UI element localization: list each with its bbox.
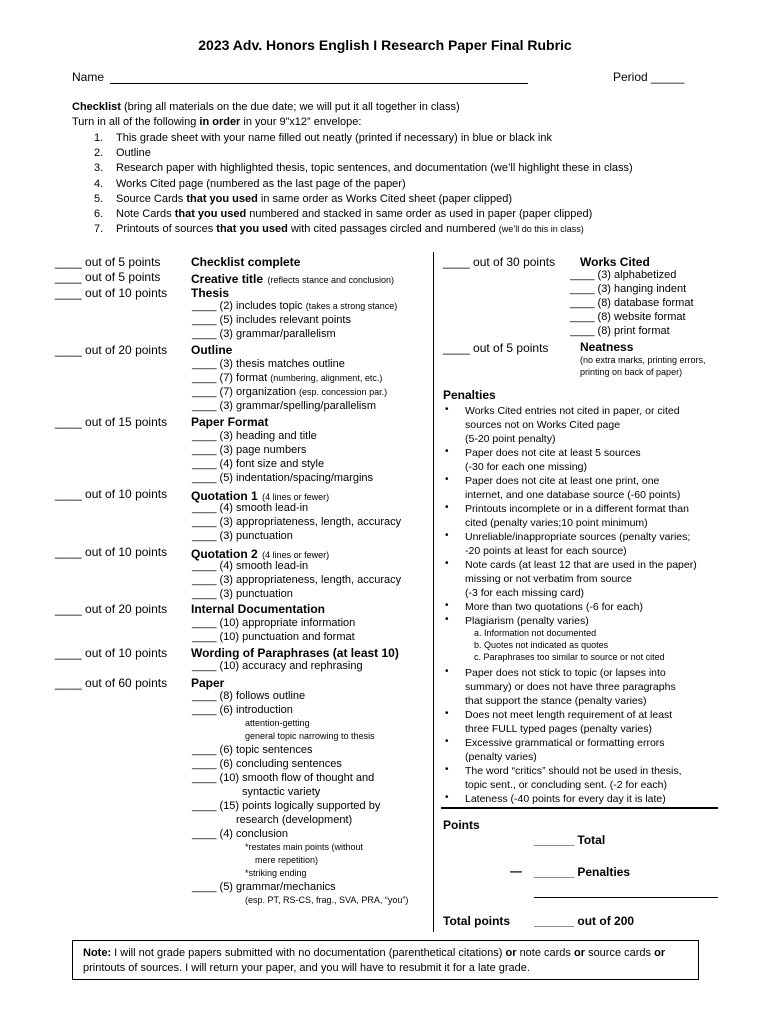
item-num: 5. bbox=[94, 192, 104, 205]
turn-in-bold: in order bbox=[199, 116, 241, 128]
item-text: Note Cards bbox=[116, 208, 172, 221]
sub-item[interactable]: ____ (15) points logically supported by bbox=[192, 800, 381, 812]
item-num: 3. bbox=[94, 162, 104, 175]
item-text-post: in same order as Works Cited sheet (paper clipped) bbox=[260, 192, 512, 205]
note-text: source cards bbox=[588, 947, 652, 959]
bullet: • bbox=[445, 502, 449, 513]
points-paper-format[interactable]: ____ out of 15 points bbox=[55, 415, 168, 429]
checklist-item bbox=[94, 207, 633, 222]
note-text: I will not grade papers submitted with no documentation (parenthetical citations) bbox=[114, 947, 503, 959]
item-text: Source Cards bbox=[116, 192, 184, 205]
sub-detail: *restates main points (without bbox=[245, 842, 364, 852]
penalty-item bbox=[465, 558, 735, 601]
points-outline[interactable]: ____ out of 20 points bbox=[55, 343, 168, 357]
section-title: Checklist complete bbox=[191, 255, 301, 269]
sub-detail: mere repetition) bbox=[255, 855, 319, 865]
item-num: 4. bbox=[94, 177, 104, 190]
note-box bbox=[72, 940, 699, 980]
name-field[interactable] bbox=[110, 83, 528, 84]
total-points-label: Total points bbox=[443, 914, 511, 928]
bullet: • bbox=[445, 792, 449, 803]
penalty-item bbox=[465, 404, 735, 447]
turn-in-pre: Turn in all of the following bbox=[72, 116, 197, 128]
checklist-items bbox=[94, 131, 633, 237]
penalty-line: cited (penalty varies;10 point minimum) bbox=[465, 517, 648, 530]
penalties-heading: Penalties bbox=[443, 388, 496, 402]
sub-item[interactable] bbox=[192, 386, 387, 398]
item-num: 6. bbox=[94, 208, 104, 221]
points-quotation-1[interactable]: ____ out of 10 points bbox=[55, 487, 168, 501]
sub-item[interactable]: ____ (3) appropriateness, length, accuracy bbox=[192, 574, 402, 586]
item-text: This grade sheet with your name filled out neatly (printed if necessary) in blue or black ink bbox=[116, 132, 552, 144]
bullet: • bbox=[445, 736, 449, 747]
note-or: or bbox=[654, 947, 666, 959]
points-heading: Points bbox=[443, 818, 480, 832]
checklist-item bbox=[94, 177, 633, 192]
points-quotation-2[interactable]: ____ out of 10 points bbox=[55, 545, 168, 559]
penalty-line: (5-20 point penalty) bbox=[465, 433, 556, 446]
penalty-line: internet, and one database source (-60 points) bbox=[465, 489, 681, 502]
sub-item[interactable]: ____ (10) punctuation and format bbox=[192, 631, 355, 643]
penalty-item bbox=[465, 600, 735, 614]
item-small: (we’ll do this in class) bbox=[498, 224, 584, 235]
item-text-post: numbered and stacked in same order as used in paper (paper clipped) bbox=[249, 208, 593, 221]
sub-item[interactable] bbox=[192, 300, 397, 312]
checklist-item bbox=[94, 222, 633, 237]
points-works-cited[interactable]: ____ out of 30 points bbox=[443, 255, 556, 269]
item-text: Research paper with highlighted thesis, topic sentences, and documentation (we’ll highlight these in class) bbox=[116, 162, 633, 175]
sub-item[interactable]: ____ (5) grammar/mechanics bbox=[192, 881, 336, 893]
section-title: Neatness bbox=[580, 340, 634, 354]
points-neatness[interactable]: ____ out of 5 points bbox=[443, 341, 549, 355]
penalty-line: three FULL typed pages (penalty varies) bbox=[465, 723, 652, 736]
sub-item[interactable]: ____ (3) heading and title bbox=[192, 430, 317, 442]
bullet: • bbox=[445, 614, 449, 625]
section-title: Quotation 2 bbox=[191, 547, 258, 561]
checklist-heading: Checklist bbox=[72, 101, 121, 113]
note-label: Note: bbox=[83, 947, 112, 959]
section-note: (4 lines or fewer) bbox=[262, 492, 330, 502]
sub-item[interactable]: ____ (5) includes relevant points bbox=[192, 314, 351, 326]
penalty-line: Printouts incomplete or in a different format than bbox=[465, 503, 689, 515]
plagiarism-sub: b. Quotes not indicated as quotes bbox=[474, 640, 609, 650]
checklist-item bbox=[94, 192, 633, 207]
checklist-heading-note: (bring all materials on the due date; we will put it all together in class) bbox=[123, 101, 460, 113]
bullet: • bbox=[445, 474, 449, 485]
penalty-item bbox=[465, 446, 735, 474]
points-checklist[interactable]: ____ out of 5 points bbox=[55, 255, 161, 269]
neatness-note: (no extra marks, printing errors, bbox=[580, 355, 706, 365]
sub-item[interactable]: ____ (8) database format bbox=[570, 297, 694, 309]
bullet: • bbox=[445, 446, 449, 457]
sub-item[interactable]: ____ (3) punctuation bbox=[192, 530, 293, 542]
section-title: Internal Documentation bbox=[191, 602, 326, 616]
section-title: Outline bbox=[191, 343, 233, 357]
penalty-line: Plagiarism (penalty varies) bbox=[465, 615, 589, 627]
sub-item[interactable]: ____ (3) grammar/parallelism bbox=[192, 328, 336, 340]
minus-sign: — bbox=[510, 864, 522, 878]
penalty-line: (-30 for each one missing) bbox=[465, 461, 587, 474]
penalty-line: Paper does not cite at least one print, one bbox=[465, 475, 660, 487]
penalty-line: The word “critics” should not be used in thesis, bbox=[465, 765, 682, 777]
sub-item[interactable] bbox=[192, 372, 382, 384]
section-title: Creative title bbox=[191, 272, 264, 286]
sub-text: ____ (7) organization bbox=[192, 386, 296, 398]
section-title: Works Cited bbox=[580, 255, 650, 269]
section-title: Quotation 1 bbox=[191, 489, 258, 503]
item-num: 1. bbox=[94, 132, 104, 144]
turn-in-post: in your 9”x12” envelope: bbox=[243, 116, 362, 128]
points-thesis[interactable]: ____ out of 10 points bbox=[55, 286, 168, 300]
item-text: Outline bbox=[116, 147, 151, 160]
sub-item[interactable]: ____ (8) follows outline bbox=[192, 690, 306, 702]
sub-item[interactable]: ____ (10) accuracy and rephrasing bbox=[192, 660, 363, 672]
penalty-line: summary) or does not have three paragraphs bbox=[465, 681, 676, 694]
sub-item[interactable]: ____ (6) topic sentences bbox=[192, 744, 313, 756]
bullet: • bbox=[445, 708, 449, 719]
sub-detail: (esp. PT, RS-CS, frag., SVA, PRA, “you”) bbox=[245, 895, 409, 905]
penalty-line: Unreliable/inappropriate sources (penalty varies; bbox=[465, 531, 691, 543]
section-title: Wording of Paraphrases (at least 10) bbox=[191, 646, 399, 660]
checklist-item bbox=[94, 131, 633, 146]
penalty-line: Does not meet length requirement of at least bbox=[465, 709, 673, 721]
sub-note: (numbering, alignment, etc.) bbox=[270, 373, 383, 383]
bullet: • bbox=[445, 558, 449, 569]
penalty-line: (penalty varies) bbox=[465, 751, 537, 764]
item-bold: that you used bbox=[216, 223, 288, 236]
penalty-item bbox=[465, 764, 735, 792]
bullet: • bbox=[445, 666, 449, 677]
page-title: 2023 Adv. Honors English I Research Paper Final Rubric bbox=[198, 37, 572, 53]
item-text: Printouts of sources bbox=[116, 223, 214, 236]
checklist-item bbox=[94, 161, 633, 176]
plagiarism-sub: a. Information not documented bbox=[474, 628, 597, 638]
penalties-field[interactable]: ______ Penalties bbox=[534, 865, 631, 879]
sub-text: ____ (2) includes topic bbox=[192, 300, 303, 312]
sub-item[interactable]: ____ (8) website format bbox=[570, 311, 686, 323]
sub-item[interactable]: ____ (10) appropriate information bbox=[192, 617, 356, 629]
penalties-divider bbox=[441, 807, 718, 809]
sub-item[interactable]: ____ (6) introduction bbox=[192, 704, 293, 716]
sub-detail: syntactic variety bbox=[242, 786, 321, 798]
penalty-line: that support the stance (penalty varies) bbox=[465, 695, 647, 708]
penalty-line: sources not on Works Cited page bbox=[465, 419, 621, 432]
bullet: • bbox=[445, 764, 449, 775]
sub-item[interactable]: ____ (4) smooth lead-in bbox=[192, 560, 309, 572]
column-divider bbox=[433, 252, 434, 932]
plagiarism-sub: c. Paraphrases too similar to source or not cited bbox=[474, 652, 665, 662]
section-title: Paper bbox=[191, 676, 225, 690]
note-or: or bbox=[505, 947, 517, 959]
penalty-item bbox=[465, 666, 735, 709]
penalty-line: Works Cited entries not cited in paper, or cited bbox=[465, 405, 680, 417]
neatness-note: printing on back of paper) bbox=[580, 367, 683, 377]
sub-item[interactable]: ____ (3) thesis matches outline bbox=[192, 358, 345, 370]
sub-item[interactable]: ____ (3) hanging indent bbox=[570, 283, 687, 295]
bullet: • bbox=[445, 530, 449, 541]
total-points-field[interactable]: ______ out of 200 bbox=[534, 914, 635, 928]
sub-detail: research (development) bbox=[236, 814, 353, 826]
penalty-line: topic sent., or concluding sent. (-2 for each) bbox=[465, 779, 667, 792]
sub-item[interactable]: ____ (3) page numbers bbox=[192, 444, 307, 456]
penalty-line: Paper does not stick to topic (or lapses into bbox=[465, 667, 666, 679]
section-note: (4 lines or fewer) bbox=[262, 550, 330, 560]
period-field[interactable]: Period _____ bbox=[613, 70, 685, 84]
sub-detail: general topic narrowing to thesis bbox=[245, 731, 375, 741]
item-text-post: with cited passages circled and numbered bbox=[290, 223, 496, 236]
sub-item[interactable]: ____ (5) indentation/spacing/margins bbox=[192, 472, 374, 484]
penalty-line: Lateness (-40 points for every day it is late) bbox=[465, 793, 666, 805]
checklist-item bbox=[94, 146, 633, 161]
points-paraphrases[interactable]: ____ out of 10 points bbox=[55, 646, 168, 660]
sub-item[interactable]: ____ (4) conclusion bbox=[192, 828, 289, 840]
turn-in-line bbox=[72, 116, 361, 128]
penalty-line: Excessive grammatical or formatting errors bbox=[465, 737, 665, 749]
penalty-item bbox=[465, 708, 735, 736]
section-title: Thesis bbox=[191, 286, 230, 300]
name-label: Name bbox=[72, 70, 105, 84]
sub-item[interactable]: ____ (10) smooth flow of thought and bbox=[192, 772, 375, 784]
sub-detail: *striking ending bbox=[245, 868, 307, 878]
sub-text: ____ (7) format bbox=[192, 372, 268, 384]
item-num: 7. bbox=[94, 223, 104, 236]
points-title[interactable]: ____ out of 5 points bbox=[55, 270, 161, 284]
penalty-item bbox=[465, 614, 735, 628]
sub-note: (takes a strong stance) bbox=[305, 301, 398, 311]
penalty-line: -20 points at least for each source) bbox=[465, 545, 627, 558]
note-or: or bbox=[574, 947, 585, 959]
penalty-item bbox=[465, 792, 735, 806]
item-bold: that you used bbox=[174, 208, 247, 221]
penalty-line: More than two quotations (-6 for each) bbox=[465, 601, 644, 613]
penalty-line: missing or not verbatim from source bbox=[465, 573, 632, 586]
note-line-1 bbox=[83, 946, 688, 961]
penalty-line: Note cards (at least 12 that are used in the paper) bbox=[465, 559, 697, 571]
sub-item[interactable]: ____ (4) font size and style bbox=[192, 458, 325, 470]
penalty-line: (-3 for each missing card) bbox=[465, 587, 585, 600]
points-paper[interactable]: ____ out of 60 points bbox=[55, 676, 168, 690]
sub-item[interactable]: ____ (3) punctuation bbox=[192, 588, 293, 600]
item-num: 2. bbox=[94, 147, 104, 160]
sub-item[interactable]: ____ (3) appropriateness, length, accuracy bbox=[192, 516, 402, 528]
section-title: Paper Format bbox=[191, 415, 269, 429]
checklist-intro bbox=[72, 101, 460, 113]
bullet: • bbox=[445, 404, 449, 415]
note-line-2: printouts of sources. I will return your paper, and you will have to resubmit it for a late grade. bbox=[83, 962, 530, 974]
note-text: note cards bbox=[519, 947, 571, 959]
penalty-item bbox=[465, 474, 735, 502]
sub-item[interactable]: ____ (3) grammar/spelling/parallelism bbox=[192, 400, 377, 412]
sum-line bbox=[534, 897, 718, 898]
points-internal-documentation[interactable]: ____ out of 20 points bbox=[55, 602, 168, 616]
sub-item[interactable]: ____ (8) print format bbox=[570, 325, 670, 337]
penalty-item bbox=[465, 530, 735, 558]
penalty-item bbox=[465, 736, 735, 764]
item-text: Works Cited page (numbered as the last page of the paper) bbox=[116, 177, 406, 190]
penalty-item bbox=[465, 502, 735, 530]
penalty-line: Paper does not cite at least 5 sources bbox=[465, 447, 641, 459]
item-bold: that you used bbox=[186, 192, 258, 205]
total-field[interactable]: ______ Total bbox=[534, 833, 606, 847]
sub-item[interactable]: ____ (4) smooth lead-in bbox=[192, 502, 309, 514]
sub-note: (esp. concession par.) bbox=[299, 387, 388, 397]
section-note: (reflects stance and conclusion) bbox=[267, 275, 395, 285]
sub-item[interactable]: ____ (6) concluding sentences bbox=[192, 758, 342, 770]
sub-detail: attention-getting bbox=[245, 718, 310, 728]
sub-item[interactable]: ____ (3) alphabetized bbox=[570, 269, 677, 281]
bullet: • bbox=[445, 600, 449, 611]
